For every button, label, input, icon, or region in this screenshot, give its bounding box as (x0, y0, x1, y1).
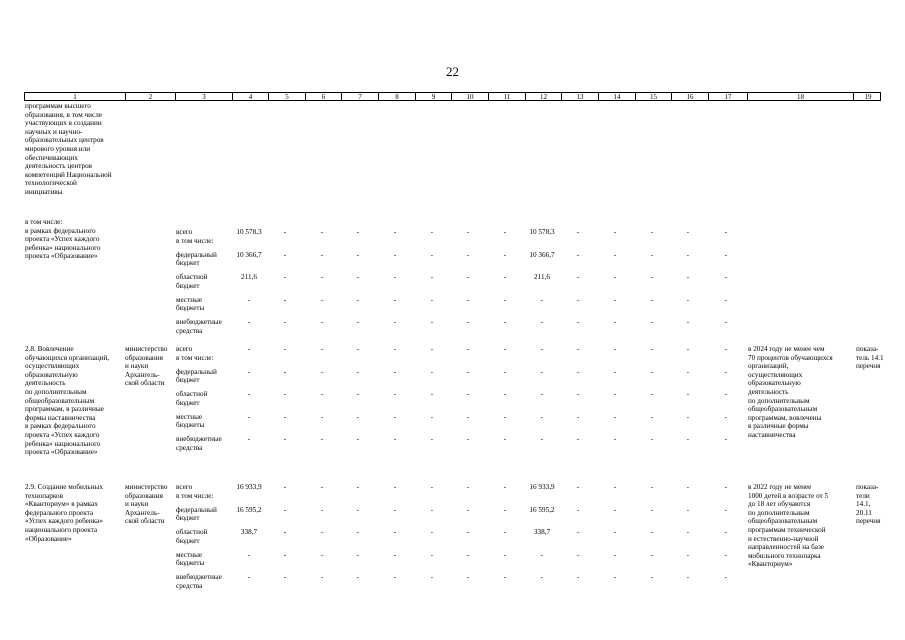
empty-value-dash: - (393, 483, 397, 491)
section-continuation-title: программам высшего образования, в том числе участвующих в создании научных и научно- образовательных центров мирового уровня или обеспечивающих деятельность центров компетенций Национальной технологической инициативы (25, 102, 112, 196)
empty-value-dash: - (320, 345, 324, 353)
empty-value-dash: - (650, 367, 654, 376)
column-header-5: 5 (268, 93, 305, 101)
empty-value-dash: - (613, 528, 617, 536)
column-header-19: 19 (853, 93, 882, 101)
empty-value-dash: - (320, 435, 324, 443)
column-header-18: 18 (747, 93, 853, 101)
empty-value-dash: - (393, 318, 397, 326)
empty-value-dash: - (724, 250, 728, 259)
empty-value-dash: - (650, 228, 654, 236)
empty-value-dash: - (393, 273, 397, 281)
total-amount-cell: 211,6 (241, 273, 257, 281)
empty-value-dash: - (503, 528, 507, 536)
column-header-13: 13 (561, 93, 598, 101)
empty-value-dash: - (613, 345, 617, 353)
empty-value-dash: - (466, 412, 470, 421)
year-amount-cell: 16 595,2 (529, 505, 555, 514)
empty-value-dash: - (613, 390, 617, 398)
empty-value-dash: - (283, 250, 287, 259)
empty-value-dash: - (503, 367, 507, 376)
empty-value-dash: - (613, 228, 617, 236)
empty-value-dash: - (576, 295, 580, 304)
empty-value-dash: - (650, 573, 654, 581)
empty-value-dash: - (393, 390, 397, 398)
column-header-10: 10 (451, 93, 488, 101)
empty-value-dash: - (686, 228, 690, 236)
empty-value-dash: - (613, 483, 617, 491)
empty-value-dash: - (686, 318, 690, 326)
empty-value-dash: - (356, 318, 360, 326)
empty-value-dash: - (430, 412, 434, 421)
column-header-11: 11 (488, 93, 525, 101)
empty-value-dash: - (393, 505, 397, 514)
empty-value-dash: - (430, 250, 434, 259)
section-2-8-result: в 2024 году не менее чем 70 процентов обучающихся организаций, осуществляющих образовательную деятельность по дополнительным общеобразовательным программам, вовлечены в различные формы наставничества (748, 345, 833, 439)
funding-source-label: областной бюджет (176, 528, 208, 545)
empty-value-dash: - (503, 483, 507, 491)
empty-value-dash: - (283, 435, 287, 443)
empty-value-dash: - (430, 228, 434, 236)
empty-value-dash: - (283, 345, 287, 353)
empty-value-dash: - (356, 295, 360, 304)
total-amount-cell: - (247, 318, 251, 326)
empty-value-dash: - (576, 483, 580, 491)
empty-value-dash: - (356, 505, 360, 514)
empty-value-dash: - (320, 573, 324, 581)
empty-value-dash: - (724, 505, 728, 514)
empty-value-dash: - (466, 573, 470, 581)
empty-value-dash: - (283, 528, 287, 536)
empty-value-dash: - (430, 435, 434, 443)
empty-value-dash: - (650, 345, 654, 353)
year-amount-cell: - (540, 412, 544, 421)
empty-value-dash: - (283, 273, 287, 281)
empty-value-dash: - (466, 250, 470, 259)
empty-value-dash: - (686, 250, 690, 259)
column-header-8: 8 (378, 93, 415, 101)
empty-value-dash: - (686, 345, 690, 353)
empty-value-dash: - (576, 528, 580, 536)
empty-value-dash: - (576, 345, 580, 353)
empty-value-dash: - (576, 367, 580, 376)
funding-source-label: внебюджетные средства (176, 573, 222, 590)
year-amount-cell: - (540, 367, 544, 376)
empty-value-dash: - (356, 573, 360, 581)
empty-value-dash: - (320, 528, 324, 536)
empty-value-dash: - (466, 505, 470, 514)
empty-value-dash: - (356, 550, 360, 559)
empty-value-dash: - (503, 390, 507, 398)
empty-value-dash: - (724, 345, 728, 353)
empty-value-dash: - (576, 318, 580, 326)
column-header-6: 6 (305, 93, 341, 101)
year-amount-cell: - (540, 295, 544, 304)
page-number: 22 (446, 64, 459, 79)
empty-value-dash: - (283, 318, 287, 326)
empty-value-dash: - (356, 250, 360, 259)
column-header-1: 1 (73, 93, 77, 101)
empty-value-dash: - (430, 318, 434, 326)
total-amount-cell: 10 366,7 (236, 250, 262, 259)
total-amount-cell: - (247, 435, 251, 443)
empty-value-dash: - (320, 250, 324, 259)
empty-value-dash: - (650, 505, 654, 514)
empty-value-dash: - (356, 390, 360, 398)
empty-value-dash: - (430, 550, 434, 559)
empty-value-dash: - (650, 318, 654, 326)
empty-value-dash: - (576, 250, 580, 259)
year-amount-cell: - (540, 435, 544, 443)
total-amount-cell: - (247, 412, 251, 421)
empty-value-dash: - (466, 273, 470, 281)
empty-value-dash: - (393, 550, 397, 559)
empty-value-dash: - (393, 250, 397, 259)
total-amount-cell: - (247, 295, 251, 304)
empty-value-dash: - (466, 483, 470, 491)
empty-value-dash: - (686, 367, 690, 376)
empty-value-dash: - (503, 435, 507, 443)
empty-value-dash: - (430, 505, 434, 514)
empty-value-dash: - (686, 528, 690, 536)
empty-value-dash: - (724, 390, 728, 398)
section-2-9-result: в 2022 году не менее 1000 детей в возрасте от 5 до 18 лет обучаются по дополнительным общеобразовательным программам технической и естественно-научной направленностей на базе мобильного технопарка «Кванториум» (748, 483, 829, 569)
empty-value-dash: - (320, 273, 324, 281)
total-amount-cell: 16 933,9 (236, 483, 262, 491)
column-header-14: 14 (598, 93, 635, 101)
empty-value-dash: - (503, 273, 507, 281)
empty-value-dash: - (283, 505, 287, 514)
total-amount-cell: 10 578,3 (236, 228, 262, 236)
funding-source-label: внебюджетные средства (176, 435, 222, 452)
empty-value-dash: - (283, 412, 287, 421)
empty-value-dash: - (283, 295, 287, 304)
empty-value-dash: - (613, 573, 617, 581)
empty-value-dash: - (320, 412, 324, 421)
empty-value-dash: - (320, 295, 324, 304)
year-amount-cell: 211,6 (534, 273, 550, 281)
empty-value-dash: - (430, 345, 434, 353)
empty-value-dash: - (356, 528, 360, 536)
empty-value-dash: - (283, 367, 287, 376)
funding-source-label: всего в том числе: (176, 345, 214, 362)
empty-value-dash: - (650, 435, 654, 443)
empty-value-dash: - (430, 367, 434, 376)
empty-value-dash: - (430, 273, 434, 281)
empty-value-dash: - (724, 412, 728, 421)
empty-value-dash: - (393, 528, 397, 536)
empty-value-dash: - (650, 250, 654, 259)
empty-value-dash: - (686, 273, 690, 281)
empty-value-dash: - (613, 435, 617, 443)
funding-source-label: местные бюджеты (176, 295, 205, 313)
empty-value-dash: - (283, 228, 287, 236)
empty-value-dash: - (430, 573, 434, 581)
column-header-3: 3 (175, 93, 232, 101)
empty-value-dash: - (576, 273, 580, 281)
empty-value-dash: - (430, 528, 434, 536)
empty-value-dash: - (466, 318, 470, 326)
year-amount-cell: - (540, 390, 544, 398)
empty-value-dash: - (393, 412, 397, 421)
empty-value-dash: - (613, 273, 617, 281)
empty-value-dash: - (650, 390, 654, 398)
section-2-8-indicator: показа- тель 14.1 перечня (856, 345, 884, 371)
empty-value-dash: - (466, 345, 470, 353)
year-amount-cell: - (540, 550, 544, 559)
empty-value-dash: - (320, 505, 324, 514)
section-2-8-executor: министерство образования и науки Архангель- ской области (125, 345, 168, 388)
empty-value-dash: - (503, 412, 507, 421)
column-header-2: 2 (125, 93, 175, 101)
empty-value-dash: - (686, 505, 690, 514)
empty-value-dash: - (724, 273, 728, 281)
empty-value-dash: - (686, 295, 690, 304)
empty-value-dash: - (724, 528, 728, 536)
column-header-16: 16 (671, 93, 708, 101)
empty-value-dash: - (503, 550, 507, 559)
empty-value-dash: - (613, 412, 617, 421)
empty-value-dash: - (576, 550, 580, 559)
empty-value-dash: - (356, 367, 360, 376)
empty-value-dash: - (724, 295, 728, 304)
empty-value-dash: - (320, 390, 324, 398)
empty-value-dash: - (393, 367, 397, 376)
empty-value-dash: - (613, 318, 617, 326)
empty-value-dash: - (393, 345, 397, 353)
empty-value-dash: - (576, 390, 580, 398)
empty-value-dash: - (320, 228, 324, 236)
section-2-8-title: 2.8. Вовлечение обучающихся организаций, осуществляющих образовательную деятельность по дополнительным общеобразовательным программам, в различные формы наставничества в рамках федерального проекта «Успех каждого ребенка» национального проекта «Образование» (25, 345, 110, 457)
empty-value-dash: - (724, 573, 728, 581)
funding-source-label: всего в том числе: (176, 483, 214, 500)
funding-source-label: местные бюджеты (176, 412, 205, 430)
empty-value-dash: - (356, 412, 360, 421)
empty-value-dash: - (686, 573, 690, 581)
section-2-9-title: 2.9. Создание мобильных технопарков «Кванториум» в рамках федерального проекта «Успех каждого ребенка» национального проекта «Образование» (25, 483, 103, 543)
empty-value-dash: - (576, 505, 580, 514)
empty-value-dash: - (686, 483, 690, 491)
empty-value-dash: - (466, 367, 470, 376)
empty-value-dash: - (503, 295, 507, 304)
total-amount-cell: - (247, 367, 251, 376)
empty-value-dash: - (430, 295, 434, 304)
empty-value-dash: - (320, 550, 324, 559)
column-header-row (24, 92, 881, 101)
empty-value-dash: - (466, 390, 470, 398)
funding-source-label: федеральный бюджет (176, 505, 217, 523)
empty-value-dash: - (724, 318, 728, 326)
empty-value-dash: - (283, 550, 287, 559)
empty-value-dash: - (466, 528, 470, 536)
empty-value-dash: - (724, 550, 728, 559)
year-amount-cell: 338,7 (533, 528, 551, 536)
empty-value-dash: - (650, 528, 654, 536)
empty-value-dash: - (686, 550, 690, 559)
empty-value-dash: - (393, 228, 397, 236)
empty-value-dash: - (576, 435, 580, 443)
empty-value-dash: - (650, 295, 654, 304)
empty-value-dash: - (724, 367, 728, 376)
funding-source-label: федеральный бюджет (176, 250, 217, 268)
empty-value-dash: - (686, 412, 690, 421)
funding-source-label: внебюджетные средства (176, 318, 222, 335)
empty-value-dash: - (576, 412, 580, 421)
empty-value-dash: - (466, 295, 470, 304)
empty-value-dash: - (466, 435, 470, 443)
empty-value-dash: - (466, 228, 470, 236)
empty-value-dash: - (503, 345, 507, 353)
column-header-7: 7 (341, 93, 378, 101)
year-amount-cell: - (540, 345, 544, 353)
empty-value-dash: - (320, 367, 324, 376)
empty-value-dash: - (356, 345, 360, 353)
empty-value-dash: - (356, 228, 360, 236)
total-amount-cell: - (247, 573, 251, 581)
funding-source-label: областной бюджет (176, 390, 208, 407)
empty-value-dash: - (576, 228, 580, 236)
empty-value-dash: - (393, 573, 397, 581)
empty-value-dash: - (724, 228, 728, 236)
empty-value-dash: - (724, 483, 728, 491)
total-amount-cell: - (247, 345, 251, 353)
empty-value-dash: - (283, 483, 287, 491)
total-amount-cell: 338,7 (240, 528, 258, 536)
year-amount-cell: 16 933,9 (529, 483, 555, 491)
empty-value-dash: - (503, 228, 507, 236)
empty-value-dash: - (650, 550, 654, 559)
year-amount-cell: 10 578,3 (529, 228, 555, 236)
empty-value-dash: - (320, 483, 324, 491)
empty-value-dash: - (613, 550, 617, 559)
column-header-9: 9 (415, 93, 451, 101)
column-header-15: 15 (635, 93, 671, 101)
year-amount-cell: 10 366,7 (529, 250, 555, 259)
funding-source-label: областной бюджет (176, 273, 208, 290)
column-header-12: 12 (525, 93, 561, 101)
empty-value-dash: - (356, 435, 360, 443)
empty-value-dash: - (503, 505, 507, 514)
year-amount-cell: - (540, 318, 544, 326)
empty-value-dash: - (503, 318, 507, 326)
empty-value-dash: - (430, 483, 434, 491)
empty-value-dash: - (356, 483, 360, 491)
empty-value-dash: - (356, 273, 360, 281)
empty-value-dash: - (283, 573, 287, 581)
section-2-9-executor: министерство образования и науки Архангель- ской области (125, 483, 168, 526)
funding-source-label: всего в том числе: (176, 228, 214, 245)
column-header-17: 17 (708, 93, 747, 101)
column-header-4: 4 (232, 93, 268, 101)
empty-value-dash: - (650, 483, 654, 491)
empty-value-dash: - (613, 295, 617, 304)
section-2-9-indicator: показа- тели 14.1, 20.11 перечня (856, 483, 881, 526)
empty-value-dash: - (503, 573, 507, 581)
empty-value-dash: - (650, 412, 654, 421)
total-amount-cell: - (247, 550, 251, 559)
empty-value-dash: - (576, 573, 580, 581)
empty-value-dash: - (320, 318, 324, 326)
empty-value-dash: - (283, 390, 287, 398)
empty-value-dash: - (430, 390, 434, 398)
empty-value-dash: - (613, 505, 617, 514)
year-amount-cell: - (540, 573, 544, 581)
funding-source-label: местные бюджеты (176, 550, 205, 568)
empty-value-dash: - (650, 273, 654, 281)
empty-value-dash: - (686, 435, 690, 443)
empty-value-dash: - (613, 367, 617, 376)
funding-source-label: федеральный бюджет (176, 367, 217, 385)
empty-value-dash: - (613, 250, 617, 259)
empty-value-dash: - (393, 295, 397, 304)
empty-value-dash: - (503, 250, 507, 259)
empty-value-dash: - (724, 435, 728, 443)
total-amount-cell: 16 595,2 (236, 505, 262, 514)
empty-value-dash: - (466, 550, 470, 559)
total-amount-cell: - (247, 390, 251, 398)
section-federal-project-title: в том числе: в рамках федерального проекта «Успех каждого ребенка» национального проекта «Образование» (25, 218, 101, 261)
empty-value-dash: - (393, 435, 397, 443)
empty-value-dash: - (686, 390, 690, 398)
